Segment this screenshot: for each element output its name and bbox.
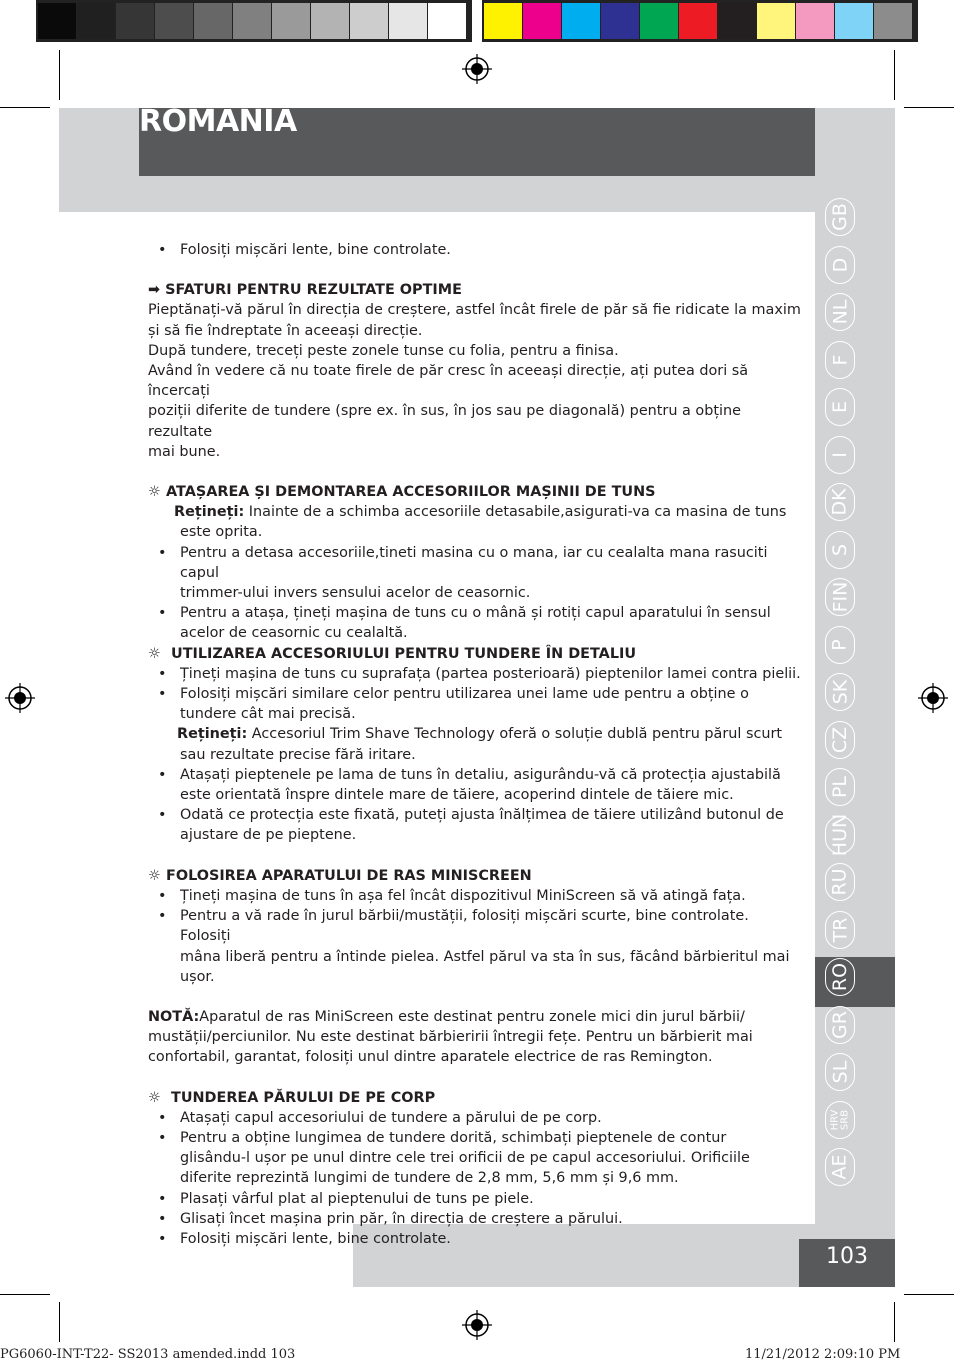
lang-tab-e[interactable]: E <box>825 388 855 426</box>
list-item-continued: mâna liberă pentru a întinde pielea. Astfel părul va sta în sus, făcând bărbieritul mai <box>180 948 790 965</box>
color-swatch <box>679 3 717 39</box>
color-swatch <box>389 3 427 39</box>
crop-mark <box>0 1294 50 1295</box>
section-heading: ☼ FOLOSIREA APARATULUI DE RAS MINISCREEN <box>148 866 803 886</box>
lang-tab-cz[interactable]: CZ <box>825 721 855 759</box>
lang-tab-p[interactable]: P <box>825 626 855 664</box>
paragraph: și să fie îndreptate în aceeași direcție. <box>148 322 423 339</box>
list-item-continued: acelor de ceasornic cu cealaltă. <box>180 625 408 642</box>
lang-tab-gr[interactable]: GR <box>825 1006 855 1044</box>
main-content <box>148 240 803 1249</box>
lang-tab-tr[interactable]: TR <box>825 911 855 949</box>
note: Rețineți: Inainte de a schimba accesoriile detasabile,asigurati-va ca masina de tuns <box>174 504 787 521</box>
color-swatch <box>428 3 466 39</box>
list-item-continued: ușor. <box>180 968 215 985</box>
lang-tab-hrv-srb[interactable]: HRV SRB <box>825 1101 855 1139</box>
color-swatch <box>601 3 639 39</box>
paragraph: Având în vedere că nu toate firele de păr cresc în aceeași direcție, ați putea dori să încercați <box>148 363 749 400</box>
lang-tab-ae[interactable]: AE <box>825 1148 855 1186</box>
color-swatch <box>116 3 154 39</box>
sun-icon: ☼ <box>148 1089 161 1106</box>
color-swatch <box>38 3 76 39</box>
registration-mark-icon <box>462 54 492 84</box>
color-swatch-bar <box>482 0 918 42</box>
arrow-right-icon: ➡ <box>148 282 161 299</box>
registration-mark-icon <box>462 1310 492 1340</box>
color-swatch <box>562 3 600 39</box>
list-item: • Pentru a vă rade în jurul bărbii/mustății, folosiți mișcări scurte, bine controlate. Folosiți <box>158 908 749 945</box>
list-item: • Țineți mașina de tuns cu suprafața (partea posterioară) pieptenilor lamei contra pielii. <box>158 665 801 682</box>
lang-tab-nl[interactable]: NL <box>825 293 855 331</box>
color-swatch <box>718 3 756 39</box>
crop-mark <box>894 1302 895 1342</box>
note: Rețineți: Accesoriul Trim Shave Technology oferă o soluție dublă pentru părul scurt <box>177 726 783 743</box>
section-heading: ➡ SFATURI PENTRU REZULTATE OPTIME <box>148 282 462 299</box>
list-item-continued: trimmer-ului invers sensului acelor de ceasornic. <box>180 585 531 602</box>
color-swatch <box>640 3 678 39</box>
sun-icon: ☼ <box>148 867 161 884</box>
crop-mark <box>894 50 895 100</box>
registration-mark-icon <box>918 683 948 713</box>
lang-tab-f[interactable]: F <box>825 341 855 379</box>
color-swatch <box>233 3 271 39</box>
list-item: • Atașați capul accesoriului de tundere a părului de pe corp. <box>158 1109 602 1126</box>
crop-mark <box>904 1294 954 1295</box>
color-swatch <box>523 3 561 39</box>
list-item: • Folosiți mișcări similare celor pentru utilizarea unei lame ude pentru a obține o <box>158 686 749 703</box>
list-item: • Atașați pieptenele pe lama de tuns în detaliu, asigurându-vă că protecția ajustabilă <box>158 766 781 783</box>
lang-tab-s[interactable]: S <box>825 531 855 569</box>
grayscale-swatch-bar <box>36 0 472 42</box>
registration-mark-icon <box>5 683 35 713</box>
crop-mark <box>904 107 954 108</box>
lang-tab-ro[interactable]: RO <box>825 958 855 996</box>
lang-tab-sk[interactable]: SK <box>825 673 855 711</box>
nota-paragraph: NOTĂ:Aparatul de ras MiniScreen este destinat pentru zonele mici din jurul bărbii/ <box>148 1008 745 1025</box>
lang-tab-fin[interactable]: FIN <box>825 578 855 616</box>
paragraph: Pieptănați-vă părul în direcția de creștere, astfel încât firele de păr să fie ridicate la maxim <box>148 302 801 319</box>
color-swatch <box>272 3 310 39</box>
list-item-continued: glisându-l ușor pe unul dintre cele trei orificii de pe capul accesoriului. Orificiile <box>180 1150 750 1167</box>
list-item-continued: diferite reprezintă lungimi de tundere de 2,8 mm, 5,6 mm și 9,6 mm. <box>180 1170 679 1187</box>
sun-icon: ☼ <box>148 484 161 501</box>
paragraph: confortabil, garantat, folosiți unul dintre aparatele electrice de ras Remington. <box>148 1049 713 1066</box>
list-item: • Țineți mașina de tuns în așa fel încât dispozitivul MiniScreen să vă atingă fața. <box>158 887 746 904</box>
lang-tab-pl[interactable]: PL <box>825 768 855 806</box>
color-swatch <box>835 3 873 39</box>
list-item-continued: tundere cât mai precisă. <box>180 706 356 723</box>
list-item-continued: este orientată înspre dintele mare de tăiere, acoperind dintele de tăiere mic. <box>180 787 734 804</box>
color-swatch <box>155 3 193 39</box>
color-swatch <box>757 3 795 39</box>
crop-mark <box>59 1302 60 1342</box>
list-item: • Pentru a obține lungimea de tundere dorită, schimbați pieptenele de contur <box>158 1129 727 1146</box>
color-swatch <box>796 3 834 39</box>
list-item: • Odată ce protecția este fixată, puteți ajusta înălțimea de tăiere utilizând butonul de <box>158 807 784 824</box>
list-item: • Glisați încet mașina prin păr, în direcția de creștere a părului. <box>158 1210 623 1227</box>
lang-tab-hun[interactable]: HUN <box>825 816 855 854</box>
list-item: • Plasați vârful plat al pieptenului de tuns pe piele. <box>158 1190 534 1207</box>
sun-icon: ☼ <box>148 645 161 662</box>
color-swatch <box>311 3 349 39</box>
lang-tab-gb[interactable]: GB <box>825 198 855 236</box>
section-heading: ☼ ATAȘAREA ȘI DEMONTAREA ACCESORIILOR MAȘINII DE TUNS <box>148 482 803 502</box>
note-continued: sau rezultate precise fără iritare. <box>180 746 416 763</box>
lang-tab-i[interactable]: I <box>825 436 855 474</box>
page-number: 103 <box>826 1244 868 1269</box>
color-swatch <box>874 3 912 39</box>
footer-timestamp: 11/21/2012 2:09:10 PM <box>745 1347 901 1362</box>
crop-mark <box>0 107 50 108</box>
page-title: ROMANIA <box>139 104 297 139</box>
paragraph: După tundere, treceți peste zonele tunse cu folia, pentru a finisa. <box>148 342 619 359</box>
list-item: • Folosiți mișcări lente, bine controlate. <box>158 242 451 258</box>
color-swatch <box>350 3 388 39</box>
list-item: • Pentru a atașa, țineți mașina de tuns cu o mână și rotiți capul aparatului în sensul <box>158 605 771 622</box>
lang-tab-d[interactable]: D <box>825 246 855 284</box>
footer-file-info: PG6060-INT-T22- SS2013 amended.indd 103 <box>0 1347 296 1362</box>
paragraph: poziții diferite de tundere (spre ex. în sus, în jos sau pe diagonală) pentru a obține rezultate <box>148 403 741 440</box>
lang-tab-dk[interactable]: DK <box>825 483 855 521</box>
color-swatch <box>484 3 522 39</box>
lang-tab-sl[interactable]: SL <box>825 1053 855 1091</box>
note-continued: este oprita. <box>180 524 263 541</box>
lang-tab-ru[interactable]: RU <box>825 863 855 901</box>
list-item: • Pentru a detasa accesoriile,tineti masina cu o mana, iar cu cealalta mana rasuciti capul <box>158 544 768 581</box>
color-swatch <box>194 3 232 39</box>
paragraph: mai bune. <box>148 443 221 460</box>
color-swatch <box>77 3 115 39</box>
section-heading: ☼ TUNDEREA PĂRULUI DE PE CORP <box>148 1088 803 1108</box>
list-item-continued: ajustare de pe pieptene. <box>180 827 357 844</box>
list-item: • Folosiți mișcări lente, bine controlate. <box>158 1230 451 1247</box>
crop-mark <box>59 50 60 100</box>
paragraph: mustății/perciunilor. Nu este destinat bărbieririi întregii fețe. Pentru un bărbierit mai <box>148 1029 753 1046</box>
section-heading: ☼ UTILIZAREA ACCESORIULUI PENTRU TUNDERE ÎN DETALIU <box>148 644 803 664</box>
